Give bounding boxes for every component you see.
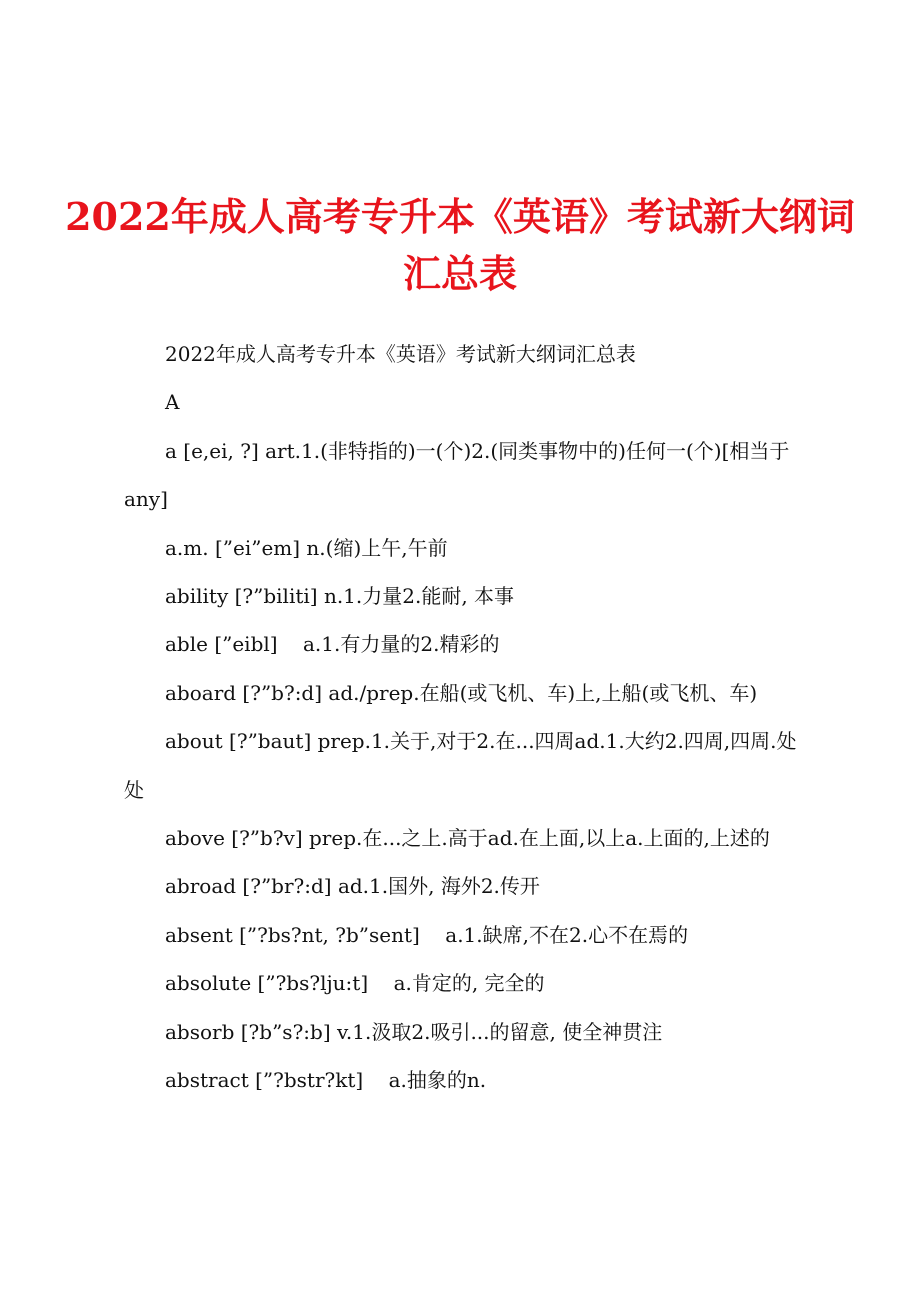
vocab-entry: abroad [?”br?:d] ad.1.国外, 海外2.传开	[165, 874, 540, 899]
vocab-entry: absorb [?b”s?:b] v.1.汲取2.吸引...的留意, 使全神贯注	[165, 1019, 663, 1044]
vocab-entry: a.m. [”ei”em] n.(缩)上午,午前	[165, 535, 448, 560]
vocab-entry: a [e,ei, ?] art.1.(非特指的)一(个)2.(同类事物中的)任何一(个)[相当于any]	[124, 438, 790, 512]
document-title: 2022年成人高考专升本《英语》考试新大纲词汇总表	[65, 194, 855, 296]
vocab-entry: absolute [”?bs?lju:t] a.肯定的, 完全的	[165, 971, 545, 996]
document-body	[124, 330, 814, 1105]
vocab-entry: absent [”?bs?nt, ?b”sent] a.1.缺席,不在2.心不在焉的	[165, 922, 689, 947]
intro-paragraph: 2022年成人高考专升本《英语》考试新大纲词汇总表	[165, 342, 636, 366]
vocab-entry: aboard [?”b?:d] ad./prep.在船(或飞机、车)上,上船(或飞机、车)	[165, 680, 758, 705]
vocab-entry: abstract [”?bstr?kt] a.抽象的n.	[165, 1068, 487, 1093]
vocab-entry: able [”eibl] a.1.有力量的2.精彩的	[165, 632, 500, 657]
section-letter: A	[165, 390, 180, 415]
vocab-entry: ability [?”biliti] n.1.力量2.能耐, 本事	[165, 584, 515, 609]
vocab-entry: above [?”b?v] prep.在...之上.高于ad.在上面,以上a.上面的,上述的	[165, 826, 770, 851]
vocab-entry: about [?”baut] prep.1.关于,对于2.在...四周ad.1.大约2.四周,四周.处处	[124, 729, 797, 802]
